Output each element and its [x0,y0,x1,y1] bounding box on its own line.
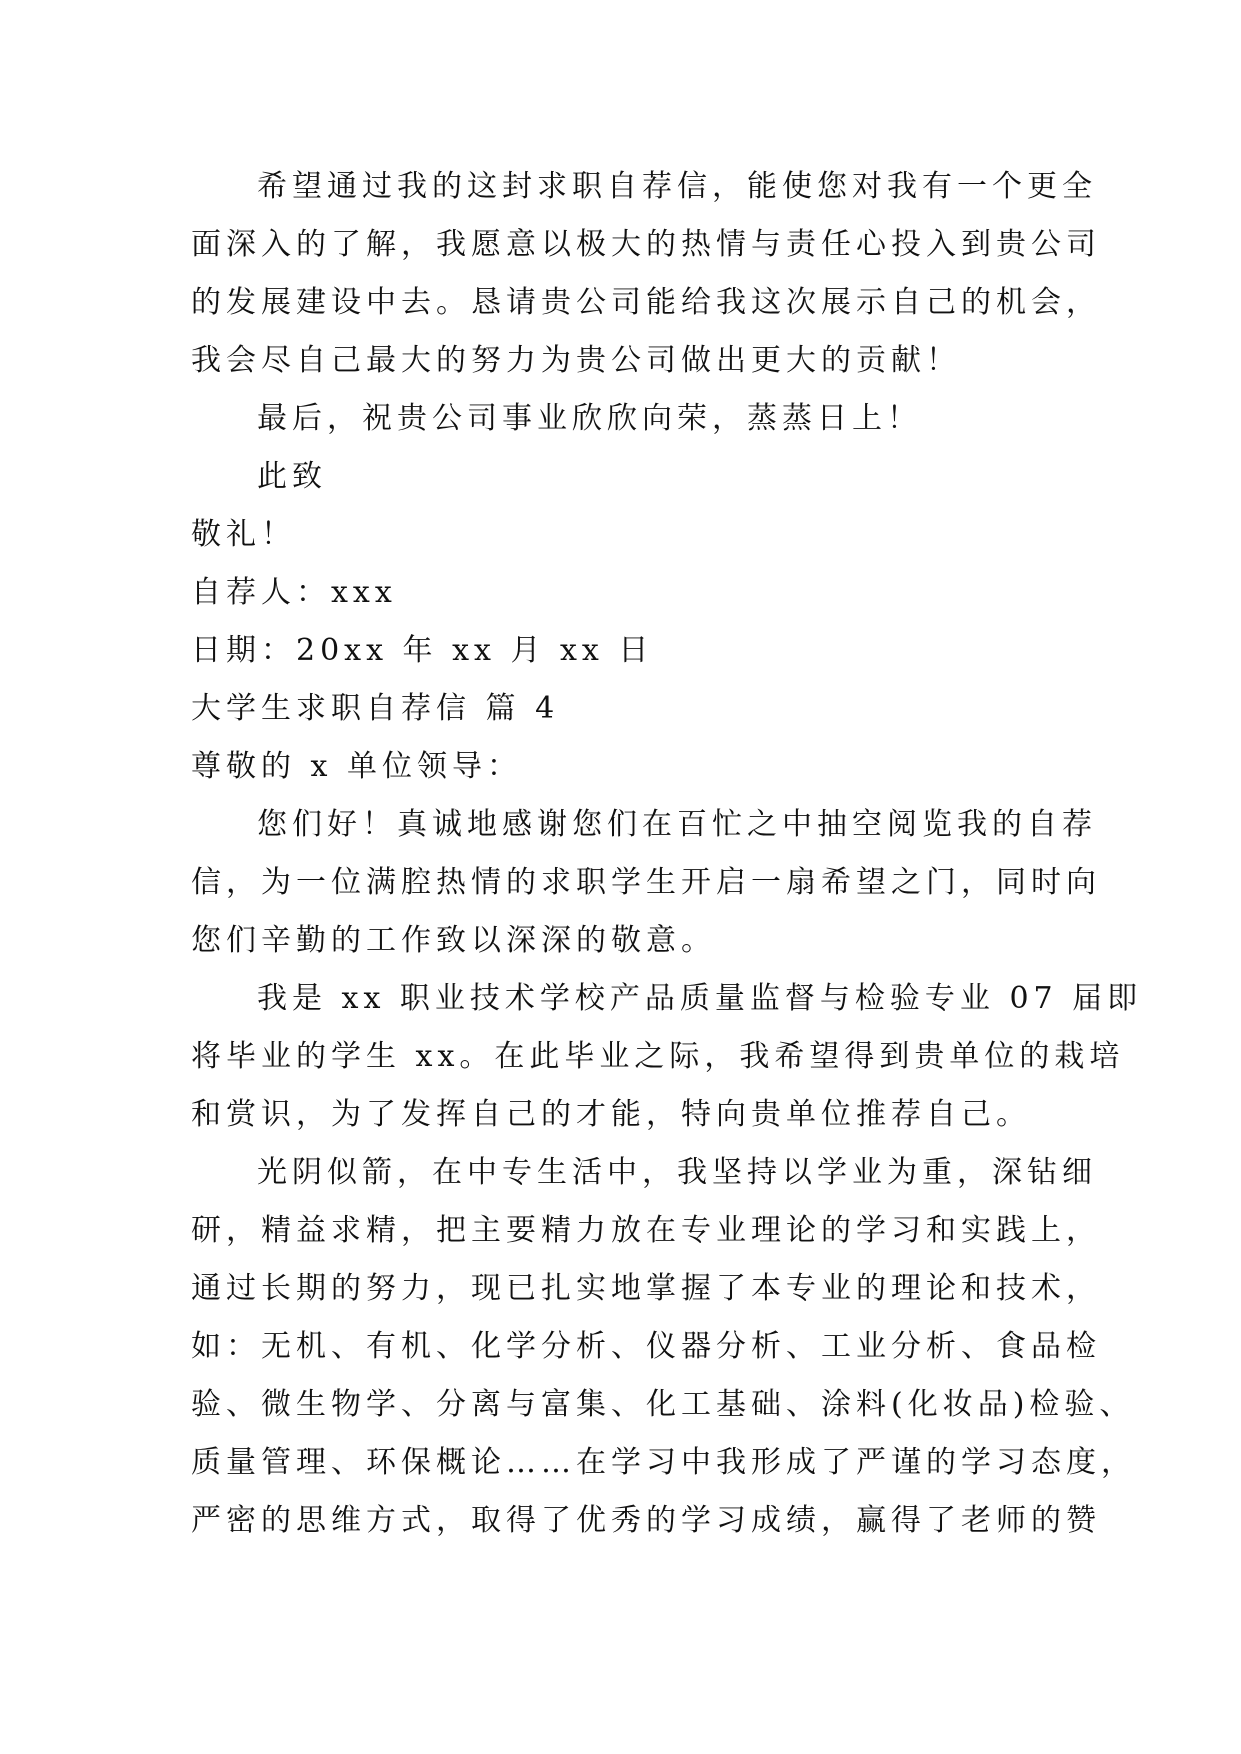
text-line: 您们好！真诚地感谢您们在百忙之中抽空阅览我的自荐 [257,807,1097,842]
text-line: 严密的思维方式，取得了优秀的学习成绩，赢得了老师的赞 [191,1503,1101,1538]
text-line: 您们辛勤的工作致以深深的敬意。 [191,923,716,958]
text-line: 我是 xx 职业技术学校产品质量监督与检验专业 07 届即 [257,981,1143,1016]
text-line: 的发展建设中去。恳请贵公司能给我这次展示自己的机会， [191,285,1101,320]
text-line: 通过长期的努力，现已扎实地掌握了本专业的理论和技术， [191,1271,1101,1306]
text-line: 如：无机、有机、化学分析、仪器分析、工业分析、食品检 [191,1329,1101,1364]
text-line: 尊敬的 x 单位领导： [191,749,522,784]
text-line: 研，精益求精，把主要精力放在专业理论的学习和实践上， [191,1213,1101,1248]
text-line: 信，为一位满腔热情的求职学生开启一扇希望之门，同时向 [191,865,1101,900]
text-line: 希望通过我的这封求职自荐信，能使您对我有一个更全 [257,169,1097,204]
text-line: 大学生求职自荐信 篇 4 [191,691,560,726]
text-line: 最后，祝贵公司事业欣欣向荣，蒸蒸日上！ [257,401,922,436]
text-line: 验、微生物学、分离与富集、化工基础、涂料(化妆品)检验、 [191,1387,1135,1422]
text-line: 光阴似箭，在中专生活中，我坚持以学业为重，深钻细 [257,1155,1097,1190]
text-line: 和赏识，为了发挥自己的才能，特向贵单位推荐自己。 [191,1097,1031,1132]
text-line: 自荐人：xxx [191,575,397,610]
text-line: 我会尽自己最大的努力为贵公司做出更大的贡献！ [191,343,961,378]
text-line: 日期：20xx 年 xx 月 xx 日 [191,633,654,668]
document-body [191,158,1143,1550]
text-line: 此致 [257,459,327,494]
text-line: 质量管理、环保概论……在学习中我形成了严谨的学习态度， [191,1445,1136,1480]
text-line: 敬礼！ [191,517,296,552]
text-line: 面深入的了解，我愿意以极大的热情与责任心投入到贵公司 [191,227,1101,262]
text-line: 将毕业的学生 xx。在此毕业之际，我希望得到贵单位的栽培 [191,1039,1125,1074]
